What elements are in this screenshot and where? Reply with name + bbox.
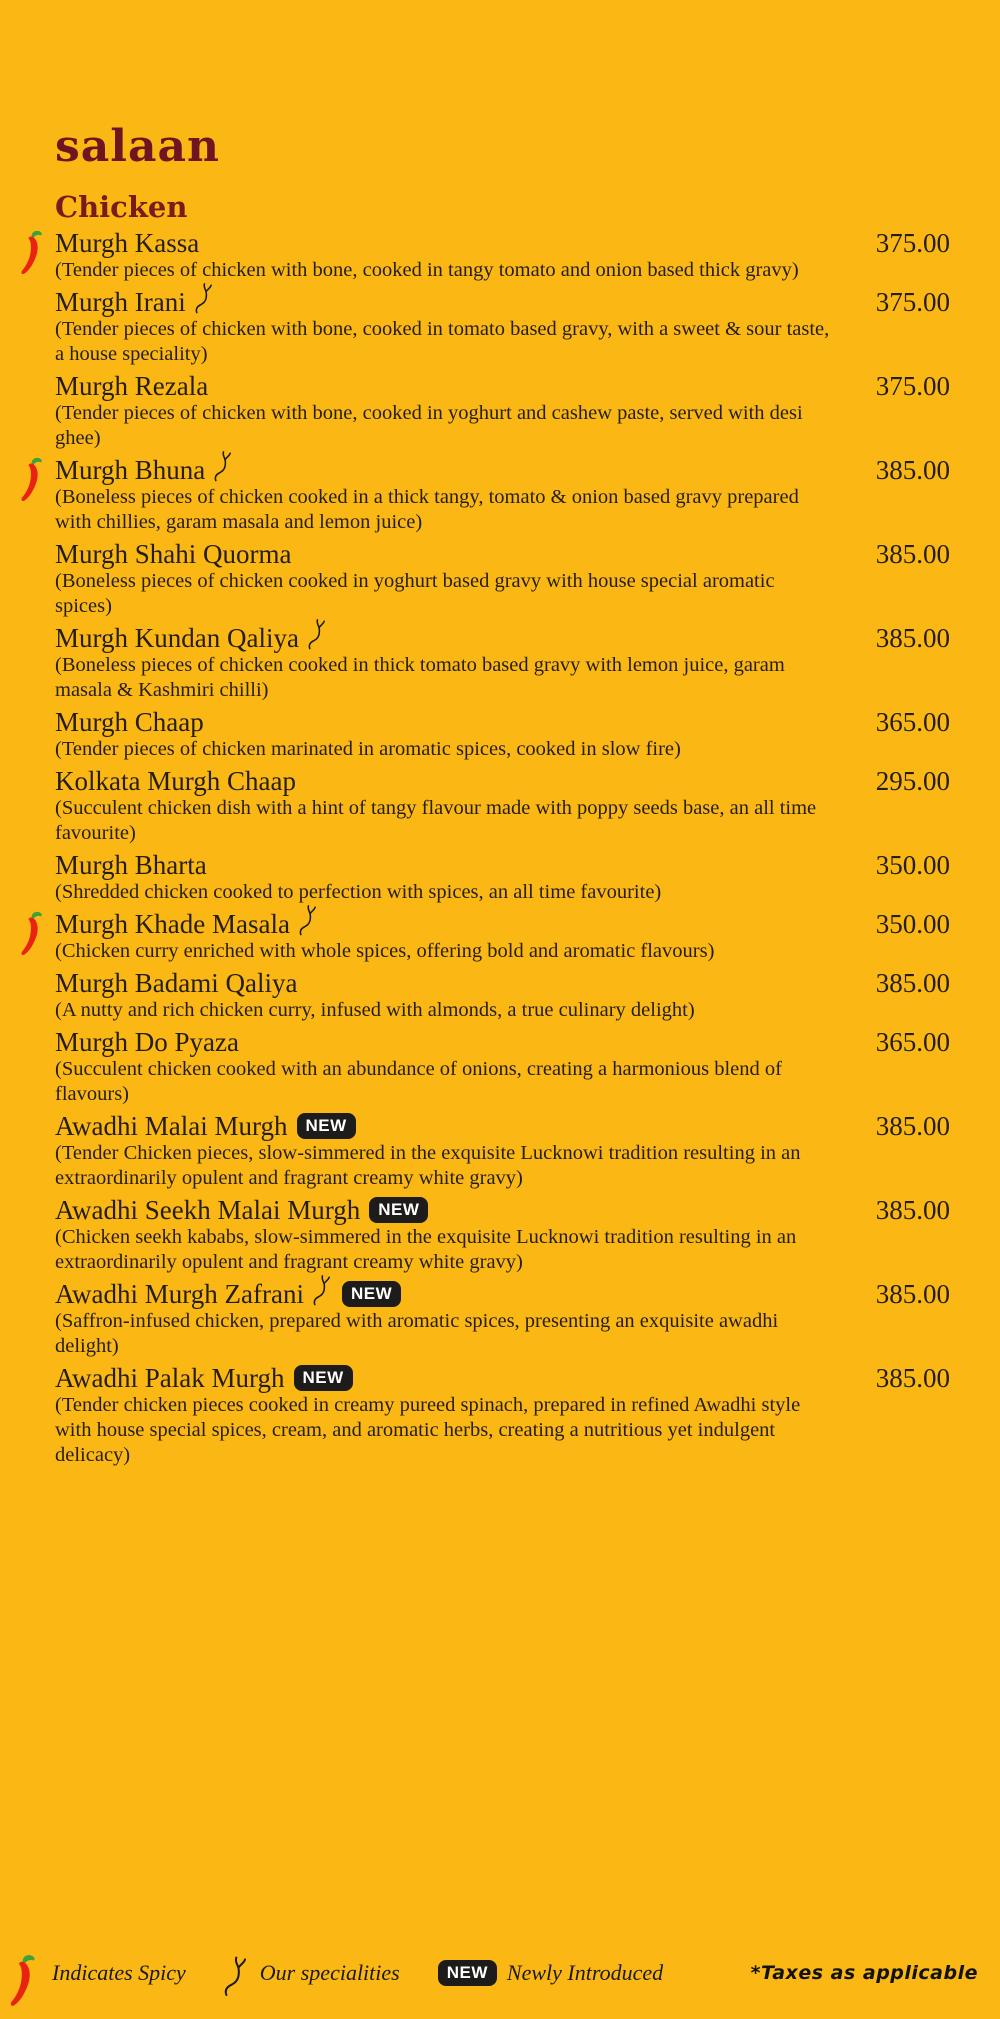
menu-item bbox=[55, 766, 950, 846]
item-name: Murgh Bharta bbox=[55, 850, 207, 880]
item-description: (Chicken seekh kababs, slow-simmered in the exquisite Lucknowi tradition resulting in an extraordinarily opulent and fragrant creamy white gravy) bbox=[55, 1226, 797, 1273]
item-price: 385.00 bbox=[875, 539, 950, 569]
item-price: 350.00 bbox=[875, 850, 950, 880]
item-row bbox=[55, 909, 950, 939]
item-description: (Boneless pieces of chicken cooked in yoghurt based gravy with house special aromatic spices) bbox=[55, 570, 775, 617]
menu-item bbox=[55, 968, 950, 1023]
item-name: Awadhi Palak Murgh bbox=[55, 1363, 285, 1393]
speciality-icon bbox=[214, 450, 234, 482]
item-name-wrap bbox=[55, 228, 199, 258]
speciality-icon bbox=[195, 282, 215, 314]
legend-footer bbox=[10, 1953, 978, 1993]
item-name: Murgh Kundan Qaliya bbox=[55, 623, 299, 653]
new-legend-label: Newly Introduced bbox=[506, 1960, 664, 1985]
menu-items bbox=[55, 228, 950, 1468]
menu-item bbox=[55, 287, 950, 367]
item-name-wrap bbox=[55, 1027, 239, 1057]
speciality-icon bbox=[224, 1954, 250, 1998]
item-description: (Tender pieces of chicken with bone, cooked in yoghurt and cashew paste, served with desi ghee) bbox=[55, 402, 803, 449]
item-name: Murgh Do Pyaza bbox=[55, 1027, 239, 1057]
item-name-wrap bbox=[55, 707, 204, 737]
new-badge: NEW bbox=[297, 1113, 356, 1139]
speciality-icon bbox=[299, 904, 319, 936]
item-name-wrap bbox=[55, 623, 328, 653]
item-name: Murgh Khade Masala bbox=[55, 909, 290, 939]
item-name-wrap bbox=[55, 1279, 401, 1309]
item-name: Murgh Shahi Quorma bbox=[55, 539, 292, 569]
new-badge: NEW bbox=[294, 1365, 353, 1391]
item-name: Kolkata Murgh Chaap bbox=[55, 766, 296, 796]
item-name-wrap bbox=[55, 371, 208, 401]
speciality-icon bbox=[308, 618, 328, 650]
chili-icon bbox=[21, 910, 48, 956]
item-name-wrap bbox=[55, 1195, 428, 1225]
item-name: Murgh Irani bbox=[55, 287, 186, 317]
item-row bbox=[55, 1363, 950, 1393]
item-price: 385.00 bbox=[875, 623, 950, 653]
item-name-wrap bbox=[55, 968, 297, 998]
item-name-wrap bbox=[55, 539, 292, 569]
item-price: 375.00 bbox=[875, 228, 950, 258]
item-name: Murgh Kassa bbox=[55, 228, 200, 258]
new-badge: NEW bbox=[438, 1960, 497, 1986]
menu-item bbox=[55, 707, 950, 762]
menu-item bbox=[55, 1195, 950, 1275]
item-price: 350.00 bbox=[875, 909, 950, 939]
item-name-wrap bbox=[55, 766, 296, 796]
menu-item bbox=[55, 850, 950, 905]
taxes-note: *Taxes as applicable bbox=[750, 1962, 978, 1984]
item-row bbox=[55, 371, 950, 401]
speciality-icon bbox=[313, 1274, 333, 1306]
item-row bbox=[55, 1111, 950, 1141]
page-title: salaan bbox=[55, 121, 221, 172]
item-description: (Succulent chicken dish with a hint of tangy flavour made with poppy seeds base, an all time favourite) bbox=[55, 797, 817, 844]
item-price: 365.00 bbox=[875, 707, 950, 737]
item-row bbox=[55, 850, 950, 880]
item-description: (Tender pieces of chicken marinated in aromatic spices, cooked in slow fire) bbox=[55, 738, 681, 760]
new-badge: NEW bbox=[369, 1197, 428, 1223]
item-price: 385.00 bbox=[875, 1195, 950, 1225]
item-row bbox=[55, 623, 950, 653]
chili-icon bbox=[21, 456, 48, 502]
menu-item bbox=[55, 1279, 950, 1359]
item-description: (Tender pieces of chicken with bone, cooked in tangy tomato and onion based thick gravy) bbox=[55, 259, 799, 281]
menu-item bbox=[55, 539, 950, 619]
item-row bbox=[55, 1027, 950, 1057]
item-description: (Chicken curry enriched with whole spices, offering bold and aromatic flavours) bbox=[55, 940, 715, 962]
item-name: Awadhi Malai Murgh bbox=[55, 1111, 288, 1141]
item-row bbox=[55, 766, 950, 796]
item-price: 375.00 bbox=[875, 287, 950, 317]
item-price: 385.00 bbox=[875, 1363, 950, 1393]
new-badge: NEW bbox=[342, 1281, 401, 1307]
item-name-wrap bbox=[55, 909, 319, 939]
item-row bbox=[55, 968, 950, 998]
menu-item bbox=[55, 455, 950, 535]
item-row bbox=[55, 455, 950, 485]
item-price: 385.00 bbox=[875, 1111, 950, 1141]
menu-item bbox=[55, 1027, 950, 1107]
menu-item bbox=[55, 228, 950, 283]
spicy-legend-label: Indicates Spicy bbox=[52, 1960, 186, 1985]
speciality-legend-label: Our specialities bbox=[259, 1960, 400, 1985]
item-name: Murgh Rezala bbox=[55, 371, 209, 401]
item-price: 365.00 bbox=[875, 1027, 950, 1057]
menu-item bbox=[55, 1111, 950, 1191]
item-price: 385.00 bbox=[875, 455, 950, 485]
item-row bbox=[55, 539, 950, 569]
menu-item bbox=[55, 1363, 950, 1468]
item-description: (Tender pieces of chicken with bone, cooked in tomato based gravy, with a sweet & sour taste, a house speciality) bbox=[55, 318, 830, 365]
item-price: 295.00 bbox=[875, 766, 950, 796]
item-description: (Boneless pieces of chicken cooked in a thick tangy, tomato & onion based gravy prepared with chillies, garam masala and lemon juice) bbox=[55, 486, 799, 533]
menu-item bbox=[55, 371, 950, 451]
section-heading-chicken: Chicken bbox=[55, 190, 188, 224]
item-name: Murgh Badami Qaliya bbox=[55, 968, 298, 998]
item-name: Awadhi Murgh Zafrani bbox=[55, 1279, 304, 1309]
item-description: (A nutty and rich chicken curry, infused with almonds, a true culinary delight) bbox=[55, 999, 695, 1021]
item-price: 385.00 bbox=[875, 1279, 950, 1309]
item-name-wrap bbox=[55, 850, 207, 880]
item-description: (Shredded chicken cooked to perfection with spices, an all time favourite) bbox=[55, 881, 662, 903]
chili-icon bbox=[10, 1953, 42, 2007]
item-name-wrap bbox=[55, 287, 215, 317]
item-name-wrap bbox=[55, 455, 234, 485]
item-row bbox=[55, 287, 950, 317]
item-name: Awadhi Seekh Malai Murgh bbox=[55, 1195, 361, 1225]
item-name: Murgh Bhuna bbox=[55, 455, 206, 485]
item-name-wrap bbox=[55, 1111, 356, 1141]
item-price: 375.00 bbox=[875, 371, 950, 401]
item-description: (Tender chicken pieces cooked in creamy pureed spinach, prepared in refined Awadhi style with house special spices, cream, and aromatic herbs, creating a nutritious yet indulgent delicacy) bbox=[55, 1394, 801, 1466]
item-row bbox=[55, 707, 950, 737]
item-row bbox=[55, 1279, 950, 1309]
item-description: (Boneless pieces of chicken cooked in thick tomato based gravy with lemon juice, garam masala & Kashmiri chilli) bbox=[55, 654, 785, 701]
item-name: Murgh Chaap bbox=[55, 707, 204, 737]
menu-item bbox=[55, 909, 950, 964]
item-row bbox=[55, 228, 950, 258]
item-description: (Saffron-infused chicken, prepared with aromatic spices, presenting an exquisite awadhi delight) bbox=[55, 1310, 779, 1357]
chili-icon bbox=[21, 229, 48, 275]
item-name-wrap bbox=[55, 1363, 353, 1393]
item-row bbox=[55, 1195, 950, 1225]
menu-item bbox=[55, 623, 950, 703]
item-description: (Tender Chicken pieces, slow-simmered in the exquisite Lucknowi tradition resulting in an extraordinarily opulent and fragrant creamy white gravy) bbox=[55, 1142, 801, 1189]
item-price: 385.00 bbox=[875, 968, 950, 998]
item-description: (Succulent chicken cooked with an abundance of onions, creating a harmonious blend of flavours) bbox=[55, 1058, 782, 1105]
